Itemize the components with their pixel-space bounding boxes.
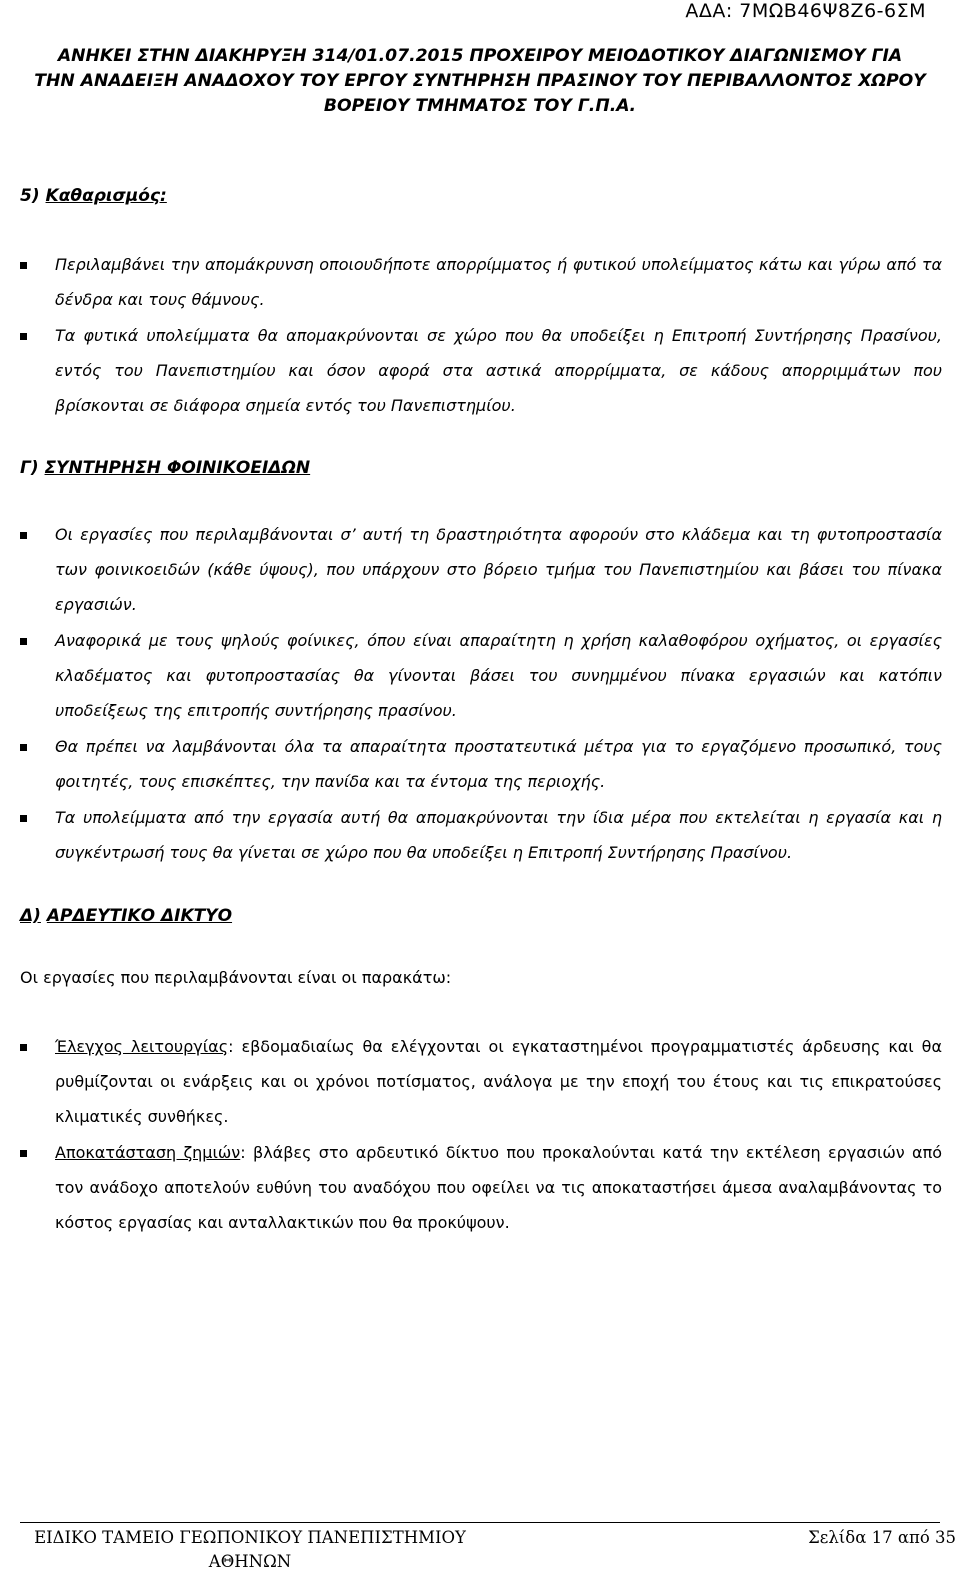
header-line-2: ΤΗΝ ΑΝΑΔΕΙΞΗ ΑΝΑΔΟΧΟΥ ΤΟΥ ΕΡΓΟΥ ΣΥΝΤΗΡΗΣΗ ΠΡΑΣΙΝΟΥ ΤΟΥ ΠΕΡΙΒΑΛΛΟΝΤΟΣ ΧΩΡΟΥ (34, 71, 926, 91)
section-d-intro: Οι εργασίες που περιλαμβάνονται είναι οι παρακάτω: (20, 968, 452, 987)
footer-institution: ΕΙΔΙΚΟ ΤΑΜΕΙΟ ΓΕΩΠΟΝΙΚΟΥ ΠΑΝΕΠΙΣΤΗΜΙΟΥ ΑΘΗΝΩΝ (34, 1528, 466, 1571)
list-item (20, 1135, 942, 1240)
section-5-title: Καθαρισμός: (45, 186, 167, 206)
section-g-title: ΣΥΝΤΗΡΗΣΗ ΦΟΙΝΙΚΟΕΙΔΩΝ (44, 458, 311, 478)
section-g-heading (20, 458, 310, 478)
list-item-text: Περιλαμβάνει την απομάκρυνση οποιουδήποτε απορρίμματος ή φυτικού υπολείμματος κάτω και γύρω από τα δένδρα και τους θάμνους. (55, 255, 942, 309)
list-item (20, 1029, 942, 1134)
section-5-number: 5) (20, 186, 40, 206)
page-number: Σελίδα 17 από 35 (808, 1528, 956, 1547)
page-footer (20, 1526, 956, 1574)
header-line-3: ΒΟΡΕΙΟΥ ΤΜΗΜΑΤΟΣ ΤΟΥ Γ.Π.Α. (323, 96, 637, 116)
list-item-text: Τα υπολείμματα από την εργασία αυτή θα απομακρύνονται την ίδια μέρα που εκτελείται η εργασία και η συγκέντρωσή τους θα γίνεται σε χώρο που θα υποδείξει η Επιτροπή Συντήρησης Πρασίνου. (55, 808, 942, 862)
list-item-text: : εβδομαδιαίως θα ελέγχονται οι εγκαταστημένοι προγραμματιστές άρδευσης και θα ρυθμίζονται οι ενάρξεις και οι χρόνοι ποτίσματος, ανάλογα με την εποχή του έτους και τις επικρατούσες κλιματικές συνθήκες. (55, 1037, 942, 1126)
bullet-icon (20, 1044, 27, 1051)
list-item-text: : βλάβες στο αρδευτικό δίκτυο που προκαλούνται κατά την εκτέλεση εργασιών από τον ανάδοχο αποτελούν ευθύνη του αναδόχου που οφείλει να τις αποκαταστήσει άμεσα αναλαμβάνοντας το κόστος εργασίας και ανταλλακτικών που θα προκύψουν. (55, 1143, 943, 1232)
bullet-icon (20, 1150, 27, 1157)
bullet-icon (20, 333, 27, 340)
bullet-icon (20, 262, 27, 269)
list-item-text: Θα πρέπει να λαμβάνονται όλα τα απαραίτητα προστατευτικά μέτρα για το εργαζόμενο προσωπικό, τους φοιτητές, τους επισκέπτες, την πανίδα και τα έντομα της περιοχής. (55, 737, 942, 791)
section-d-title: ΑΡΔΕΥΤΙΚΟ ΔΙΚΤΥΟ (46, 906, 233, 926)
bullet-icon (20, 532, 27, 539)
list-item-text: Τα φυτικά υπολείμματα θα απομακρύνονται σε χώρο που θα υποδείξει η Επιτροπή Συντήρησης Πρασίνου, εντός του Πανεπιστημίου και όσον αφορά στα αστικά απορρίμματα, σε κάδους απορριμμάτων που βρίσκονται σε διάφορα σημεία εντός του Πανεπιστημίου. (55, 326, 942, 415)
section-5-heading (20, 186, 167, 206)
footer-divider (20, 1522, 940, 1523)
header-line-1: ΑΝΗΚΕΙ ΣΤΗΝ ΔΙΑΚΗΡΥΞΗ 314/01.07.2015 ΠΡΟΧΕΙΡΟΥ ΜΕΙΟΔΟΤΙΚΟΥ ΔΙΑΓΩΝΙΣΜΟΥ ΓΙΑ (57, 46, 903, 66)
document-header (20, 44, 940, 119)
section-d-heading (20, 906, 232, 926)
bullet-icon (20, 815, 27, 822)
list-item-term: Αποκατάσταση ζημιών (55, 1143, 241, 1162)
list-item-term: Έλεγχος λειτουργίας (55, 1037, 229, 1056)
section-d-prefix: Δ) (20, 906, 41, 926)
list-item (20, 517, 942, 622)
section-g-prefix: Γ) (20, 458, 39, 478)
bullet-icon (20, 744, 27, 751)
list-item-text: Αναφορικά με τους ψηλούς φοίνικες, όπου είναι απαραίτητη η χρήση καλαθοφόρου οχήματος, οι εργασίες κλαδέματος και φυτοπροστασίας θα γίνονται βάσει του συνημμένου πίνακα εργασιών και κατόπιν υποδείξεως της επιτροπής συντήρησης πρασίνου. (55, 631, 942, 720)
ada-code: ΑΔΑ: 7ΜΩΒ46Ψ8Ζ6-6ΣΜ (685, 0, 926, 22)
list-item (20, 800, 942, 870)
bullet-icon (20, 638, 27, 645)
list-item (20, 318, 942, 423)
list-item-text: Οι εργασίες που περιλαμβάνονται σ’ αυτή τη δραστηριότητα αφορούν στο κλάδεμα και τη φυτοπροστασία των φοινικοειδών (κάθε ύψους), που υπάρχουν στο βόρειο τμήμα του Πανεπιστημίου και βάσει του πίνακα εργασιών. (55, 525, 942, 614)
list-item (20, 729, 942, 799)
list-item (20, 247, 942, 317)
list-item (20, 623, 942, 728)
